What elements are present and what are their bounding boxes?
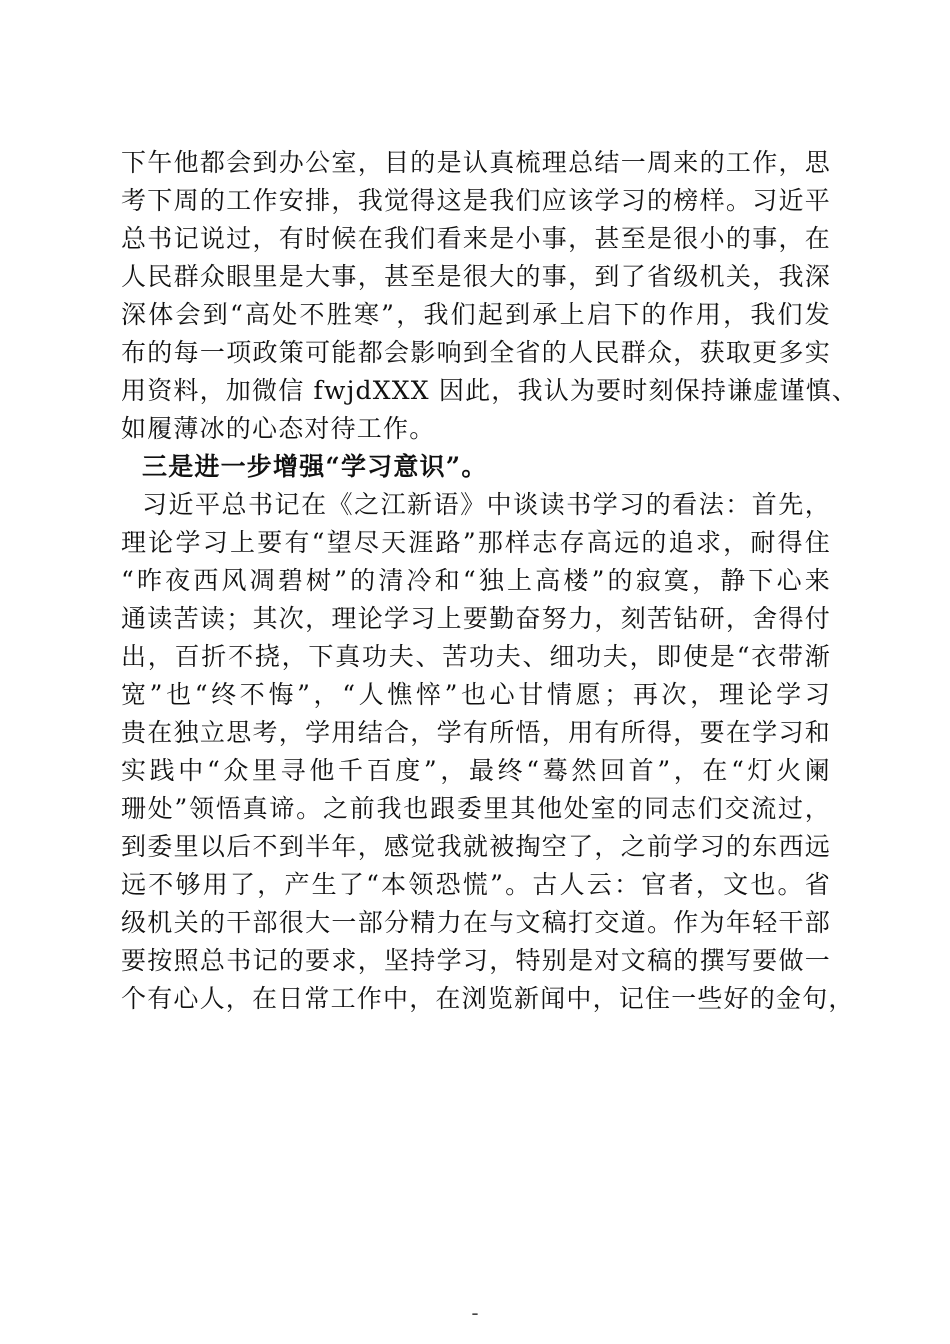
paragraph-line: 到委里以后不到半年，感觉我就被掏空了，之前学习的东西远	[121, 832, 831, 861]
paragraph-line: 远不够用了，产生了“本领恐慌”。古人云：官者，文也。省	[121, 870, 831, 899]
paragraph-line: 宽”也“终不悔”，“人憔悴”也心甘情愿；再次，理论学习	[121, 680, 831, 709]
paragraph-line: 个有心人，在日常工作中，在浏览新闻中，记住一些好的金句，	[121, 984, 855, 1013]
paragraph-line: 如履薄冰的心态对待工作。	[121, 414, 436, 443]
paragraph-line: 总书记说过，有时候在我们看来是小事，甚至是很小的事，在	[121, 224, 831, 253]
page-footer-mark: -	[471, 1301, 479, 1325]
paragraph-line: 理论学习上要有“望尽天涯路”那样志存高远的追求，耐得住	[121, 528, 831, 557]
paragraph-line: 考下周的工作安排，我觉得这是我们应该学习的榜样。习近平	[121, 186, 831, 215]
paragraph-line: 用资料，加微信 fwjdXXX 因此，我认为要时刻保持谦虚谨慎、	[121, 376, 859, 405]
paragraph-line: “昨夜西风凋碧树”的清冷和“独上高楼”的寂寞，静下心来	[121, 566, 831, 595]
paragraph-line: 人民群众眼里是大事，甚至是很大的事，到了省级机关，我深	[121, 262, 831, 291]
paragraph-line: 布的每一项政策可能都会影响到全省的人民群众，获取更多实	[121, 338, 831, 367]
paragraph-line: 习近平总书记在《之江新语》中谈读书学习的看法：首先，	[142, 490, 831, 519]
section-heading: 三是进一步增强“学习意识”。	[142, 452, 488, 481]
paragraph-line: 级机关的干部很大一部分精力在与文稿打交道。作为年轻干部	[121, 908, 831, 937]
paragraph-line: 下午他都会到办公室，目的是认真梳理总结一周来的工作，思	[121, 148, 831, 177]
paragraph-line: 通读苦读；其次，理论学习上要勤奋努力，刻苦钻研，舍得付	[121, 604, 831, 633]
paragraph-line: 要按照总书记的要求，坚持学习，特别是对文稿的撰写要做一	[121, 946, 831, 975]
paragraph-line: 深体会到“高处不胜寒”，我们起到承上启下的作用，我们发	[121, 300, 831, 329]
paragraph-line: 出，百折不挠，下真功夫、苦功夫、细功夫，即使是“衣带渐	[121, 642, 831, 671]
paragraph-line: 珊处”领悟真谛。之前我也跟委里其他处室的同志们交流过，	[121, 794, 831, 823]
paragraph-line: 贵在独立思考，学用结合，学有所悟，用有所得，要在学习和	[121, 718, 831, 747]
paragraph-line: 实践中“众里寻他千百度”，最终“蓦然回首”，在“灯火阑	[121, 756, 831, 785]
body-text	[121, 144, 859, 1018]
